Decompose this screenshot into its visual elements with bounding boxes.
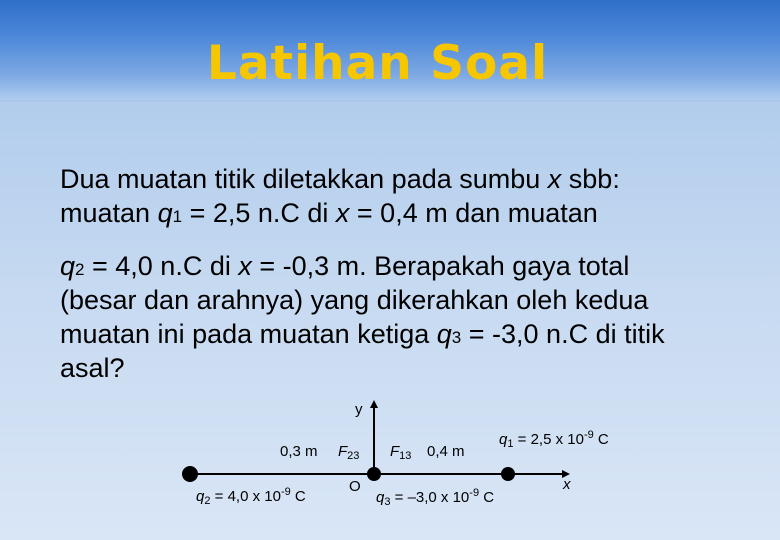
var-q: q (436, 319, 452, 349)
charge-value: = 2,5 x 10 (513, 431, 584, 448)
charge-q3-dot (367, 467, 381, 481)
subscript: 2 (75, 260, 85, 279)
text-run: sbb: (561, 164, 620, 194)
exponent: -9 (583, 429, 594, 441)
var-q: q (60, 251, 76, 281)
force-symbol: F (390, 443, 400, 460)
charge-symbol: q (196, 488, 205, 505)
text-run: = -0,3 m. Berapakah gaya total (251, 251, 630, 281)
text-run: = 2,5 n.C di (182, 198, 336, 228)
x-axis-label: x (563, 476, 571, 493)
distance-left-label: 0,3 m (280, 443, 318, 460)
subscript: 1 (172, 207, 183, 226)
text-run: = 0,4 m dan muatan (349, 198, 598, 228)
charge-q2-dot (182, 466, 198, 482)
var-x: x (547, 164, 562, 194)
charge-value: = 4,0 x 10 (210, 488, 281, 505)
force-symbol: F (338, 443, 348, 460)
subscript: 3 (384, 496, 391, 508)
charge-symbol: q (376, 489, 385, 506)
unit: C (593, 431, 609, 448)
subscript: 13 (399, 450, 412, 462)
force-23-label (338, 444, 359, 462)
slide-title: Latihan Soal (206, 36, 549, 91)
unit: C (479, 489, 495, 506)
var-x: x (238, 251, 252, 281)
problem-line-4: (besar dan arahnya) yang dikerahkan oleh kedua (60, 285, 649, 315)
subscript: 1 (507, 438, 514, 450)
force-13-label (390, 444, 411, 462)
var-q: q (157, 198, 173, 228)
y-axis-label: y (355, 401, 363, 418)
charge-value: = –3,0 x 10 (390, 489, 470, 506)
charge-q1-dot (501, 467, 515, 481)
exponent: -9 (469, 487, 480, 499)
distance-right-label: 0,4 m (427, 443, 465, 460)
origin-label: O (349, 478, 361, 495)
problem-line-6: asal? (60, 353, 125, 383)
text-run: = 4,0 n.C di (84, 251, 239, 281)
var-x: x (335, 198, 350, 228)
subscript: 3 (451, 328, 462, 347)
text-run: muatan ini pada muatan ketiga (60, 319, 437, 349)
charge-q3-label (376, 488, 494, 508)
text-run: = -3,0 n.C di titik (461, 319, 665, 349)
charge-symbol: q (499, 431, 508, 448)
text-run: Dua muatan titik diletakkan pada sumbu (60, 164, 548, 194)
charge-q1-label (499, 430, 609, 450)
text-run: muatan (60, 198, 158, 228)
charge-q2-label (196, 487, 306, 507)
subscript: 2 (204, 495, 211, 507)
unit: C (290, 488, 306, 505)
exponent: -9 (280, 486, 291, 498)
subscript: 23 (347, 450, 360, 462)
